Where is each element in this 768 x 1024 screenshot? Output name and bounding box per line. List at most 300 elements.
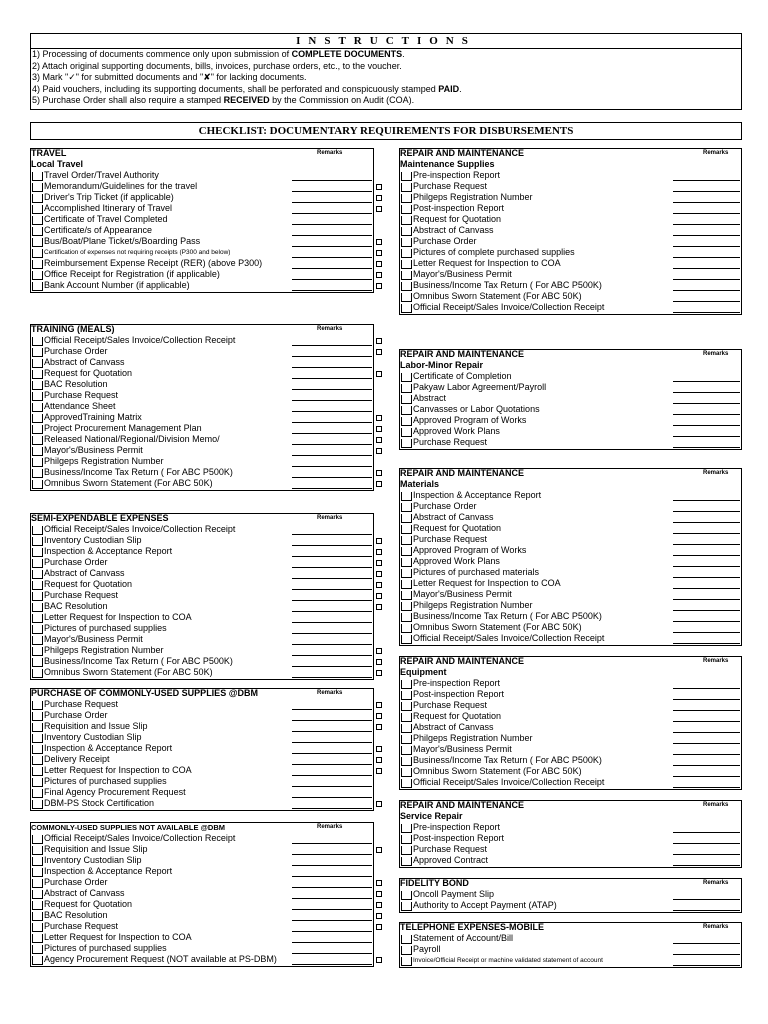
item-label: Office Receipt for Registration (if applicable): [44, 269, 220, 279]
item-label: Pre-inspection Report: [413, 170, 501, 180]
checkbox[interactable]: [401, 779, 412, 788]
checklist-item: [30, 776, 374, 787]
section-subtitle: Equipment: [400, 667, 447, 677]
checklist-item: [399, 833, 742, 844]
checklist-item: [30, 899, 374, 910]
margin-checkbox[interactable]: [376, 239, 382, 245]
checkbox[interactable]: [32, 183, 43, 192]
checkbox[interactable]: [401, 746, 412, 755]
item-label: Business/Income Tax Return ( For ABC P500K): [413, 280, 602, 290]
checkbox[interactable]: [32, 669, 43, 678]
checklist-item: [399, 844, 742, 855]
margin-checkbox[interactable]: [376, 801, 382, 807]
remarks-line[interactable]: [673, 865, 740, 866]
checkbox[interactable]: [401, 194, 412, 203]
item-label: Mayor's/Business Permit: [413, 589, 512, 599]
section-subtitle: Labor-Minor Repair: [400, 360, 484, 370]
margin-checkbox[interactable]: [376, 593, 382, 599]
checkbox[interactable]: [401, 713, 412, 722]
margin-checkbox[interactable]: [376, 184, 382, 190]
margin-checkbox[interactable]: [376, 670, 382, 676]
item-label: Purchase Order: [44, 557, 108, 567]
margin-checkbox[interactable]: [376, 847, 382, 853]
item-label: Certification of expenses not requiring receipts (P300 and below): [44, 249, 231, 256]
margin-checkbox[interactable]: [376, 880, 382, 886]
checkbox[interactable]: [401, 373, 412, 382]
checklist-item: [399, 181, 742, 192]
checkbox[interactable]: [32, 249, 43, 258]
item-label: Payroll: [413, 944, 441, 954]
checkbox[interactable]: [32, 337, 43, 346]
checkbox[interactable]: [32, 447, 43, 456]
margin-checkbox[interactable]: [376, 902, 382, 908]
checkbox[interactable]: [401, 514, 412, 523]
checkbox[interactable]: [32, 723, 43, 732]
item-label: BAC Resolution: [44, 601, 108, 611]
item-label: Purchase Request: [44, 390, 119, 400]
item-label: Philgeps Registration Number: [413, 600, 533, 610]
checkbox[interactable]: [32, 370, 43, 379]
checkbox[interactable]: [401, 525, 412, 534]
checkbox[interactable]: [32, 425, 43, 434]
checkbox[interactable]: [32, 480, 43, 489]
section-semi-expendable-expenses: [30, 513, 374, 680]
checkbox[interactable]: [401, 503, 412, 512]
checkbox[interactable]: [401, 439, 412, 448]
checkbox[interactable]: [32, 625, 43, 634]
margin-checkbox[interactable]: [376, 549, 382, 555]
item-label: Pictures of purchased supplies: [44, 943, 167, 953]
checkbox[interactable]: [401, 824, 412, 833]
checklist-item: [399, 900, 742, 911]
checkbox[interactable]: [401, 835, 412, 844]
checkbox[interactable]: [32, 835, 43, 844]
checkbox[interactable]: [401, 271, 412, 280]
checklist-item: [30, 667, 374, 678]
item-label: Requisition and Issue Slip: [44, 844, 148, 854]
checkbox[interactable]: [401, 406, 412, 415]
checkbox[interactable]: [32, 734, 43, 743]
checkbox[interactable]: [401, 635, 412, 644]
checkbox[interactable]: [401, 768, 412, 777]
checkbox[interactable]: [32, 923, 43, 932]
section-title: TRAINING (MEALS): [31, 324, 115, 334]
checklist-item: [399, 711, 742, 722]
checkbox[interactable]: [401, 492, 412, 501]
remarks-label: Remarks: [703, 880, 729, 886]
checkbox[interactable]: [401, 946, 412, 955]
remarks-line[interactable]: [292, 808, 372, 809]
remarks-line[interactable]: [292, 290, 372, 291]
checklist-item: [30, 467, 374, 478]
item-label: Pictures of purchased materials: [413, 567, 540, 577]
checkbox[interactable]: [32, 469, 43, 478]
margin-checkbox[interactable]: [376, 371, 382, 377]
checkbox[interactable]: [32, 846, 43, 855]
checkbox[interactable]: [32, 890, 43, 899]
section-bottom-border: [30, 490, 374, 491]
remarks-line[interactable]: [673, 643, 740, 644]
item-label: Official Receipt/Sales Invoice/Collection Receipt: [413, 633, 605, 643]
item-label: Purchase Order: [413, 236, 477, 246]
item-label: Omnibus Sworn Statement (For ABC 50K): [44, 478, 213, 488]
margin-checkbox[interactable]: [376, 250, 382, 256]
item-label: Bus/Boat/Plane Ticket/s/Boarding Pass: [44, 236, 201, 246]
remarks-line[interactable]: [292, 677, 372, 678]
item-label: Agency Procurement Request (NOT available at PS-DBM): [44, 954, 277, 964]
checkbox[interactable]: [401, 536, 412, 545]
remarks-line[interactable]: [292, 488, 372, 489]
margin-checkbox[interactable]: [376, 768, 382, 774]
checkbox[interactable]: [32, 778, 43, 787]
item-label: Official Receipt/Sales Invoice/Collection Receipt: [44, 833, 236, 843]
checkbox[interactable]: [32, 227, 43, 236]
item-label: BAC Resolution: [44, 910, 108, 920]
section-header: [399, 468, 742, 479]
checkbox[interactable]: [32, 879, 43, 888]
checklist-item: [30, 765, 374, 776]
margin-checkbox[interactable]: [376, 538, 382, 544]
margin-checkbox[interactable]: [376, 206, 382, 212]
section-title: TELEPHONE EXPENSES-MOBILE: [400, 922, 545, 932]
checklist-item: [30, 214, 374, 225]
item-label: Purchase Order: [44, 346, 108, 356]
remarks-line[interactable]: [673, 447, 740, 448]
section-repair-and-maintenance-materials: [399, 468, 742, 646]
item-label: Invoice/Official Receipt or machine validated statement of account: [413, 957, 603, 964]
checklist-item: [30, 612, 374, 623]
section-header: [399, 148, 742, 159]
margin-checkbox[interactable]: [376, 195, 382, 201]
checkbox[interactable]: [32, 581, 43, 590]
checkbox[interactable]: [401, 395, 412, 404]
checkbox[interactable]: [401, 260, 412, 269]
item-label: Business/Income Tax Return ( For ABC P500K): [413, 611, 602, 621]
checkbox[interactable]: [401, 238, 412, 247]
item-label: Reimbursement Expense Receipt (RER) (above P300): [44, 258, 263, 268]
checkbox[interactable]: [401, 558, 412, 567]
item-label: Purchase Request: [44, 590, 119, 600]
item-label: Inspection & Acceptance Report: [44, 546, 173, 556]
section-title: SEMI-EXPENDABLE EXPENSES: [31, 513, 169, 523]
checklist-item: [30, 579, 374, 590]
item-label: Letter Request for Inspection to COA: [44, 612, 192, 622]
checkbox[interactable]: [401, 580, 412, 589]
checkbox[interactable]: [401, 569, 412, 578]
checkbox[interactable]: [32, 934, 43, 943]
checkbox[interactable]: [32, 271, 43, 280]
checkbox[interactable]: [32, 945, 43, 954]
item-label: Mayor's/Business Permit: [413, 744, 512, 754]
checkbox[interactable]: [32, 392, 43, 401]
checklist-item: [30, 743, 374, 754]
checklist-item: [399, 523, 742, 534]
checklist-item: [399, 589, 742, 600]
checkbox[interactable]: [32, 458, 43, 467]
checkbox[interactable]: [401, 724, 412, 733]
margin-checkbox[interactable]: [376, 571, 382, 577]
item-label: Purchase Request: [413, 437, 488, 447]
checkbox[interactable]: [401, 227, 412, 236]
checklist-item: [30, 877, 374, 888]
margin-checkbox[interactable]: [376, 448, 382, 454]
checklist-item: [399, 567, 742, 578]
checkbox[interactable]: [401, 249, 412, 258]
checklist-item: [399, 302, 742, 313]
item-label: Abstract of Canvass: [413, 722, 494, 732]
item-label: Letter Request for Inspection to COA: [44, 932, 192, 942]
item-label: Certificate of Travel Completed: [44, 214, 168, 224]
item-label: Philgeps Registration Number: [413, 192, 533, 202]
checkbox[interactable]: [401, 384, 412, 393]
section-header: [399, 922, 742, 933]
checklist-item: [399, 889, 742, 900]
checkbox[interactable]: [401, 282, 412, 291]
item-label: Approved Program of Works: [413, 545, 527, 555]
checkbox[interactable]: [32, 956, 43, 965]
checklist-item: [399, 512, 742, 523]
checkbox[interactable]: [401, 846, 412, 855]
checkbox[interactable]: [401, 757, 412, 766]
item-label: Purchase Request: [44, 921, 119, 931]
checkbox[interactable]: [401, 591, 412, 600]
item-label: Letter Request for Inspection to COA: [44, 765, 192, 775]
checklist-item: [30, 590, 374, 601]
checkbox[interactable]: [401, 891, 412, 900]
checklist-item: [30, 645, 374, 656]
margin-checkbox[interactable]: [376, 437, 382, 443]
checkbox[interactable]: [32, 205, 43, 214]
checkbox[interactable]: [32, 789, 43, 798]
checklist-item: [399, 545, 742, 556]
item-label: Official Receipt/Sales Invoice/Collection Receipt: [44, 524, 236, 534]
checkbox[interactable]: [401, 691, 412, 700]
margin-checkbox[interactable]: [376, 924, 382, 930]
checkbox[interactable]: [401, 547, 412, 556]
margin-checkbox[interactable]: [376, 582, 382, 588]
margin-checkbox[interactable]: [376, 713, 382, 719]
checkbox[interactable]: [32, 901, 43, 910]
item-label: Approved Contract: [413, 855, 489, 865]
item-label: Mayor's/Business Permit: [44, 634, 143, 644]
checkbox[interactable]: [32, 548, 43, 557]
checklist-item: [399, 777, 742, 788]
margin-checkbox[interactable]: [376, 891, 382, 897]
section-title: REPAIR AND MAINTENANCE: [400, 349, 525, 359]
section-bottom-border: [399, 645, 742, 646]
checkbox[interactable]: [32, 436, 43, 445]
checkbox[interactable]: [401, 304, 412, 313]
item-label: Inspection & Acceptance Report: [44, 866, 173, 876]
checkbox[interactable]: [401, 957, 412, 966]
margin-checkbox[interactable]: [376, 724, 382, 730]
checklist-item: [30, 568, 374, 579]
item-label: Purchase Request: [413, 181, 488, 191]
checkbox[interactable]: [401, 205, 412, 214]
checkbox[interactable]: [32, 348, 43, 357]
checklist-item: [30, 225, 374, 236]
checklist-item: [399, 415, 742, 426]
checkbox[interactable]: [32, 359, 43, 368]
checklist-item: [399, 955, 742, 966]
checklist-title: CHECKLIST: DOCUMENTARY REQUIREMENTS FOR DISBURSEMENTS: [30, 122, 742, 140]
checkbox[interactable]: [32, 756, 43, 765]
checkbox[interactable]: [401, 172, 412, 181]
checklist-item: [30, 833, 374, 844]
checklist-item: [399, 404, 742, 415]
checkbox[interactable]: [32, 381, 43, 390]
instruction-line: 4) Paid vouchers, including its supporting documents, shall be perforated and conspicuously stamped PAID.: [32, 83, 462, 94]
checklist-item: [30, 379, 374, 390]
item-label: Certificate of Completion: [413, 371, 512, 381]
section-subtitle: Local Travel: [31, 159, 84, 169]
section-header: [30, 822, 374, 833]
margin-checkbox[interactable]: [376, 261, 382, 267]
remarks-line[interactable]: [673, 965, 740, 966]
section-repair-and-maintenance-service-repair: [399, 800, 742, 868]
margin-checkbox[interactable]: [376, 426, 382, 432]
section-title: FIDELITY BOND: [400, 878, 469, 888]
checklist-item: [399, 426, 742, 437]
remarks-line[interactable]: [673, 787, 740, 788]
checkbox[interactable]: [401, 428, 412, 437]
checklist-item: [399, 437, 742, 448]
item-label: Oncoll Payment Slip: [413, 889, 495, 899]
margin-checkbox[interactable]: [376, 560, 382, 566]
checkbox[interactable]: [32, 414, 43, 423]
checkbox[interactable]: [32, 868, 43, 877]
section-header: [30, 148, 374, 159]
margin-checkbox[interactable]: [376, 913, 382, 919]
item-label: Post-inspection Report: [413, 833, 505, 843]
checklist-item: [399, 855, 742, 866]
checkbox[interactable]: [401, 613, 412, 622]
checklist-item: [30, 181, 374, 192]
checklist-item: [399, 600, 742, 611]
margin-checkbox[interactable]: [376, 283, 382, 289]
item-label: Approved Program of Works: [413, 415, 527, 425]
checkbox[interactable]: [32, 526, 43, 535]
remarks-label: Remarks: [703, 924, 729, 930]
checkbox[interactable]: [401, 602, 412, 611]
checklist-item: [399, 578, 742, 589]
checkbox[interactable]: [401, 624, 412, 633]
item-label: Letter Request for Inspection to COA: [413, 578, 561, 588]
margin-checkbox[interactable]: [376, 757, 382, 763]
checkbox[interactable]: [401, 735, 412, 744]
section-header: [399, 800, 742, 811]
remarks-label: Remarks: [703, 150, 729, 156]
checkbox[interactable]: [32, 260, 43, 269]
margin-checkbox[interactable]: [376, 746, 382, 752]
checkbox[interactable]: [32, 172, 43, 181]
checklist-item: [30, 634, 374, 645]
remarks-label: Remarks: [317, 690, 343, 696]
checkbox[interactable]: [401, 857, 412, 866]
section-subtitle: Maintenance Supplies: [400, 159, 495, 169]
margin-checkbox[interactable]: [376, 470, 382, 476]
section-repair-and-maintenance-equipment: [399, 656, 742, 790]
checkbox[interactable]: [401, 935, 412, 944]
checkbox[interactable]: [32, 194, 43, 203]
item-label: Abstract of Canvass: [413, 225, 494, 235]
checkbox[interactable]: [401, 702, 412, 711]
section-header: [399, 349, 742, 360]
item-label: Approved Work Plans: [413, 556, 500, 566]
checkbox[interactable]: [32, 647, 43, 656]
margin-checkbox[interactable]: [376, 415, 382, 421]
checkbox[interactable]: [32, 238, 43, 247]
checkbox[interactable]: [32, 712, 43, 721]
checkbox[interactable]: [32, 403, 43, 412]
margin-checkbox[interactable]: [376, 648, 382, 654]
checklist-item: [30, 623, 374, 634]
checkbox[interactable]: [401, 216, 412, 225]
checkbox[interactable]: [32, 912, 43, 921]
checklist-item: [399, 291, 742, 302]
checklist-item: [30, 346, 374, 357]
section-title: PURCHASE OF COMMONLY-USED SUPPLIES @DBM: [31, 688, 258, 698]
checkbox[interactable]: [32, 800, 43, 809]
checkbox[interactable]: [32, 857, 43, 866]
checklist-item: [399, 944, 742, 955]
checkbox[interactable]: [32, 636, 43, 645]
checkbox[interactable]: [32, 658, 43, 667]
margin-checkbox[interactable]: [376, 481, 382, 487]
margin-checkbox[interactable]: [376, 702, 382, 708]
checkbox[interactable]: [32, 570, 43, 579]
remarks-line[interactable]: [292, 964, 372, 965]
item-label: Letter Request for Inspection to COA: [413, 258, 561, 268]
margin-checkbox[interactable]: [376, 272, 382, 278]
checkbox[interactable]: [32, 701, 43, 710]
item-label: Statement of Account/Bill: [413, 933, 514, 943]
remarks-line[interactable]: [673, 910, 740, 911]
checkbox[interactable]: [401, 293, 412, 302]
checkbox[interactable]: [32, 767, 43, 776]
section-header: [399, 656, 742, 667]
checklist-item: [30, 434, 374, 445]
margin-checkbox[interactable]: [376, 604, 382, 610]
item-label: Omnibus Sworn Statement (For ABC 50K): [413, 622, 582, 632]
checkbox[interactable]: [32, 592, 43, 601]
checklist-item: [399, 611, 742, 622]
checkbox[interactable]: [401, 417, 412, 426]
margin-checkbox[interactable]: [376, 957, 382, 963]
checklist-item: [30, 357, 374, 368]
remarks-line[interactable]: [673, 312, 740, 313]
margin-checkbox[interactable]: [376, 659, 382, 665]
item-label: Abstract: [413, 393, 447, 403]
item-label: ApprovedTraining Matrix: [44, 412, 142, 422]
checkbox[interactable]: [32, 559, 43, 568]
checkbox[interactable]: [32, 603, 43, 612]
checkbox[interactable]: [32, 614, 43, 623]
margin-checkbox[interactable]: [376, 349, 382, 355]
section-travel-local-travel: [30, 148, 374, 293]
checkbox[interactable]: [32, 282, 43, 291]
checkbox[interactable]: [401, 183, 412, 192]
margin-checkbox[interactable]: [376, 338, 382, 344]
checkbox[interactable]: [401, 902, 412, 911]
checkbox[interactable]: [32, 216, 43, 225]
checkbox[interactable]: [32, 745, 43, 754]
checkbox[interactable]: [401, 680, 412, 689]
checkbox[interactable]: [32, 537, 43, 546]
instruction-line: 2) Attach original supporting documents, bills, invoices, purchase orders, etc., to the voucher.: [32, 60, 402, 71]
section-telephone-expenses-mobile: [399, 922, 742, 968]
item-label: Approved Work Plans: [413, 426, 500, 436]
